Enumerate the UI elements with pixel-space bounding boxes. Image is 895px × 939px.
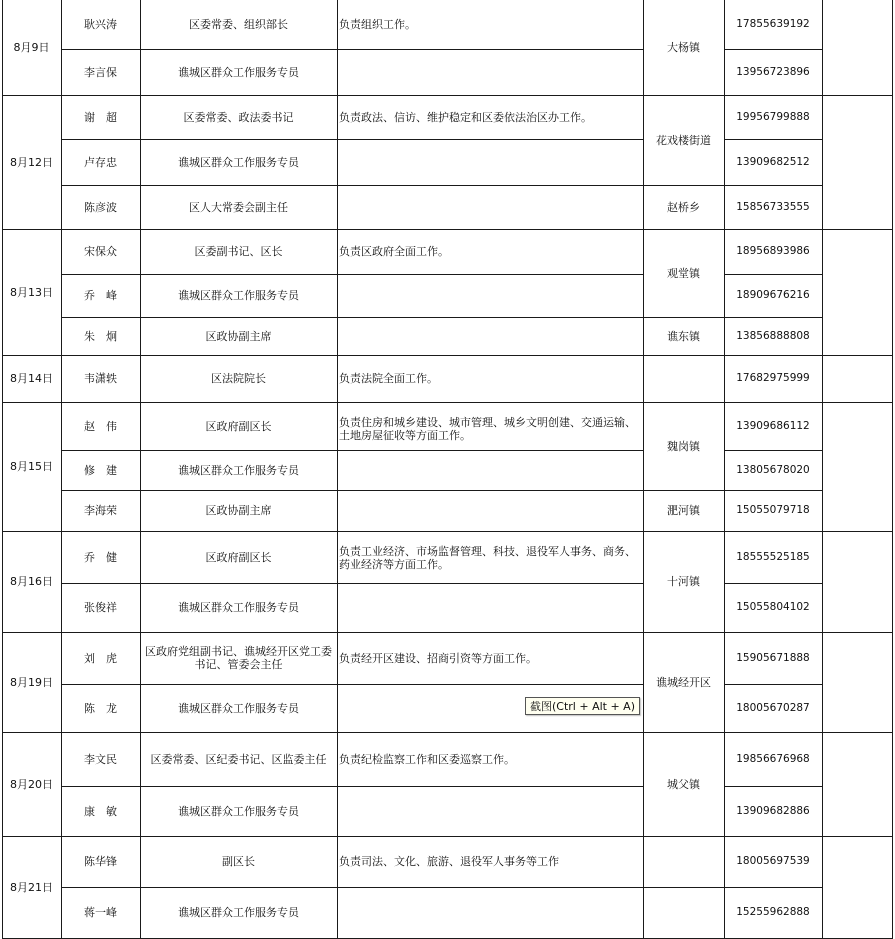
duty-cell: 负责经开区建设、招商引资等方面工作。	[339, 651, 537, 665]
phone-cell: 17682975999	[736, 372, 810, 384]
screenshot-shortcut-tooltip: 截图(Ctrl + Alt + A)	[525, 697, 640, 715]
town-cell: 魏岗镇	[667, 439, 700, 453]
title-cell: 区政府党组副书记、谯城经开区党工委书记、管委会主任	[145, 645, 332, 671]
grid-line	[61, 583, 644, 584]
phone-cell: 13909686112	[736, 419, 810, 432]
duty-cell: 负责法院全面工作。	[339, 372, 438, 385]
title-cell: 谯城区群众工作服务专员	[178, 65, 299, 79]
remark-cell	[822, 355, 892, 402]
title-cell: 谯城区群众工作服务专员	[178, 906, 299, 919]
town-cell: 谯东镇	[667, 329, 700, 343]
name-cell: 陈 龙	[84, 701, 117, 715]
title-cell: 谯城区群众工作服务专员	[178, 155, 299, 169]
name-cell: 李海荣	[84, 504, 117, 517]
remark-cell	[822, 402, 892, 450]
grid-line	[643, 490, 725, 491]
title-cell: 副区长	[222, 855, 255, 868]
title-cell: 区委副书记、区长	[194, 245, 283, 258]
title-cell: 谯城区群众工作服务专员	[178, 289, 299, 302]
date-cell: 8月15日	[10, 460, 53, 473]
duty-cell	[337, 49, 643, 95]
town-cell: 花戏楼街道	[656, 133, 711, 147]
duty-cell	[337, 317, 643, 355]
phone-cell: 18005697539	[736, 855, 810, 867]
name-cell: 朱 炯	[84, 329, 117, 343]
phone-cell: 19856676968	[736, 752, 810, 765]
name-cell: 张俊祥	[84, 601, 117, 614]
grid-line	[61, 0, 62, 939]
town-cell: 十河镇	[667, 575, 700, 588]
name-cell: 谢 超	[84, 110, 117, 124]
remark-cell	[822, 0, 892, 49]
phone-cell: 18956893986	[736, 245, 810, 257]
grid-line	[724, 317, 823, 318]
grid-line	[724, 583, 823, 584]
phone-cell: 13956723896	[736, 65, 810, 78]
grid-line	[724, 274, 823, 275]
date-cell: 8月19日	[10, 675, 53, 689]
duty-cell: 负责住房和城乡建设、城市管理、城乡文明创建、交通运输、土地房屋征收等方面工作。	[339, 416, 636, 442]
remark-cell	[822, 185, 892, 229]
phone-cell: 15255962888	[736, 906, 810, 918]
remark-cell	[822, 229, 892, 274]
name-cell: 陈华锋	[84, 855, 117, 868]
grid-line	[724, 0, 725, 939]
remark-cell	[822, 732, 892, 786]
phone-cell: 18909676216	[736, 289, 810, 301]
duty-cell	[337, 185, 643, 229]
remark-cell	[822, 836, 892, 887]
grid-line	[724, 490, 823, 491]
grid-line	[61, 786, 644, 787]
title-cell: 谯城区群众工作服务专员	[178, 601, 299, 614]
grid-line	[724, 185, 823, 186]
duty-cell	[337, 583, 643, 632]
phone-cell: 15856733555	[736, 200, 810, 213]
grid-line	[643, 317, 725, 318]
name-cell: 李文民	[84, 752, 117, 766]
grid-line	[140, 0, 141, 939]
title-cell: 谯城区群众工作服务专员	[178, 463, 299, 477]
grid-line	[643, 0, 644, 939]
date-cell: 8月12日	[10, 155, 53, 169]
remark-cell	[822, 490, 892, 531]
name-cell: 韦潇轶	[84, 372, 117, 385]
grid-line	[724, 139, 823, 140]
duty-cell: 负责区政府全面工作。	[339, 245, 449, 258]
phone-cell: 13909682886	[736, 804, 810, 817]
phone-cell: 17855639192	[736, 17, 810, 30]
name-cell: 赵 伟	[84, 419, 117, 433]
town-cell: 赵桥乡	[667, 200, 700, 214]
duty-cell	[337, 450, 643, 490]
grid-line	[724, 887, 823, 888]
grid-line	[337, 0, 338, 939]
grid-line	[2, 0, 3, 939]
title-cell: 谯城区群众工作服务专员	[178, 701, 299, 715]
grid-line	[61, 49, 644, 50]
remark-cell	[822, 887, 892, 938]
remark-cell	[822, 317, 892, 355]
remark-cell	[822, 786, 892, 836]
name-cell: 乔 峰	[84, 289, 117, 302]
grid-line	[61, 887, 644, 888]
name-cell: 刘 虎	[84, 651, 117, 665]
grid-line	[724, 450, 823, 451]
duty-cell: 负责工业经济、市场监督管理、科技、退役军人事务、商务、药业经济等方面工作。	[339, 545, 636, 571]
name-cell: 宋保众	[84, 245, 117, 258]
grid-line	[61, 684, 644, 685]
phone-cell: 19956799888	[736, 110, 810, 123]
grid-line	[61, 274, 644, 275]
grid-line	[643, 185, 725, 186]
duty-cell: 负责纪检监察工作和区委巡察工作。	[339, 752, 515, 766]
date-cell: 8月9日	[13, 40, 50, 54]
title-cell: 区政协副主席	[205, 329, 272, 343]
duty-cell	[337, 274, 643, 317]
remark-cell	[822, 139, 892, 185]
remark-cell	[822, 583, 892, 632]
town-cell	[643, 836, 724, 887]
phone-cell: 15055804102	[736, 601, 810, 613]
title-cell: 区委常委、组织部长	[189, 17, 288, 31]
grid-line	[892, 0, 893, 939]
title-cell: 区政协副主席	[205, 504, 272, 517]
duty-cell: 负责司法、文化、旅游、退役军人事务等工作	[339, 855, 559, 868]
town-cell: 城父镇	[667, 777, 700, 791]
duty-cell: 负责组织工作。	[339, 17, 416, 31]
date-cell: 8月14日	[10, 372, 53, 385]
phone-cell: 13805678020	[736, 463, 810, 476]
phone-cell: 15905671888	[736, 651, 810, 664]
title-cell: 区人大常委会副主任	[189, 200, 288, 214]
grid-line	[724, 684, 823, 685]
name-cell: 李言保	[84, 65, 117, 79]
phone-cell: 18005670287	[736, 701, 810, 714]
grid-line	[61, 450, 644, 451]
town-cell: 大杨镇	[667, 40, 700, 54]
town-cell: 观堂镇	[667, 266, 700, 280]
phone-cell: 13856888808	[736, 329, 810, 342]
duty-cell	[337, 786, 643, 836]
title-cell: 区政府副区长	[205, 419, 272, 433]
title-cell: 区委常委、政法委书记	[183, 110, 294, 124]
duty-cell	[337, 490, 643, 531]
date-cell: 8月16日	[10, 575, 53, 588]
phone-cell: 18555525185	[736, 550, 810, 563]
town-cell	[643, 887, 724, 938]
name-cell: 康 敏	[84, 804, 117, 818]
title-cell: 区政府副区长	[205, 550, 272, 564]
town-cell	[643, 355, 724, 402]
duty-cell	[337, 887, 643, 938]
duty-cell	[337, 139, 643, 185]
duty-cell: 负责政法、信访、维护稳定和区委依法治区办工作。	[339, 110, 592, 124]
grid-line	[643, 887, 725, 888]
grid-line	[724, 49, 823, 50]
town-cell: 谯城经开区	[656, 675, 711, 689]
town-cell: 淝河镇	[667, 504, 700, 517]
grid-line	[822, 0, 823, 939]
title-cell: 区法院院长	[211, 372, 266, 385]
phone-cell: 13909682512	[736, 155, 810, 168]
grid-line	[724, 786, 823, 787]
date-cell: 8月21日	[10, 880, 53, 894]
name-cell: 耿兴涛	[84, 17, 117, 31]
date-cell: 8月13日	[10, 285, 53, 299]
title-cell: 区委常委、区纪委书记、区监委主任	[150, 752, 327, 766]
name-cell: 陈彦波	[84, 200, 117, 214]
phone-cell: 15055079718	[736, 504, 810, 516]
remark-cell	[822, 49, 892, 95]
remark-cell	[822, 632, 892, 684]
remark-cell	[822, 95, 892, 139]
grid-line	[61, 490, 644, 491]
remark-cell	[822, 684, 892, 732]
name-cell: 蒋一峰	[84, 906, 117, 919]
name-cell: 修 建	[84, 463, 117, 477]
grid-line	[61, 185, 644, 186]
remark-cell	[822, 531, 892, 583]
name-cell: 乔 健	[84, 550, 117, 564]
grid-line	[61, 317, 644, 318]
remark-cell	[822, 274, 892, 317]
grid-line	[61, 139, 644, 140]
date-cell: 8月20日	[10, 777, 53, 791]
name-cell: 卢存忠	[84, 155, 117, 169]
title-cell: 谯城区群众工作服务专员	[178, 804, 299, 818]
remark-cell	[822, 450, 892, 490]
